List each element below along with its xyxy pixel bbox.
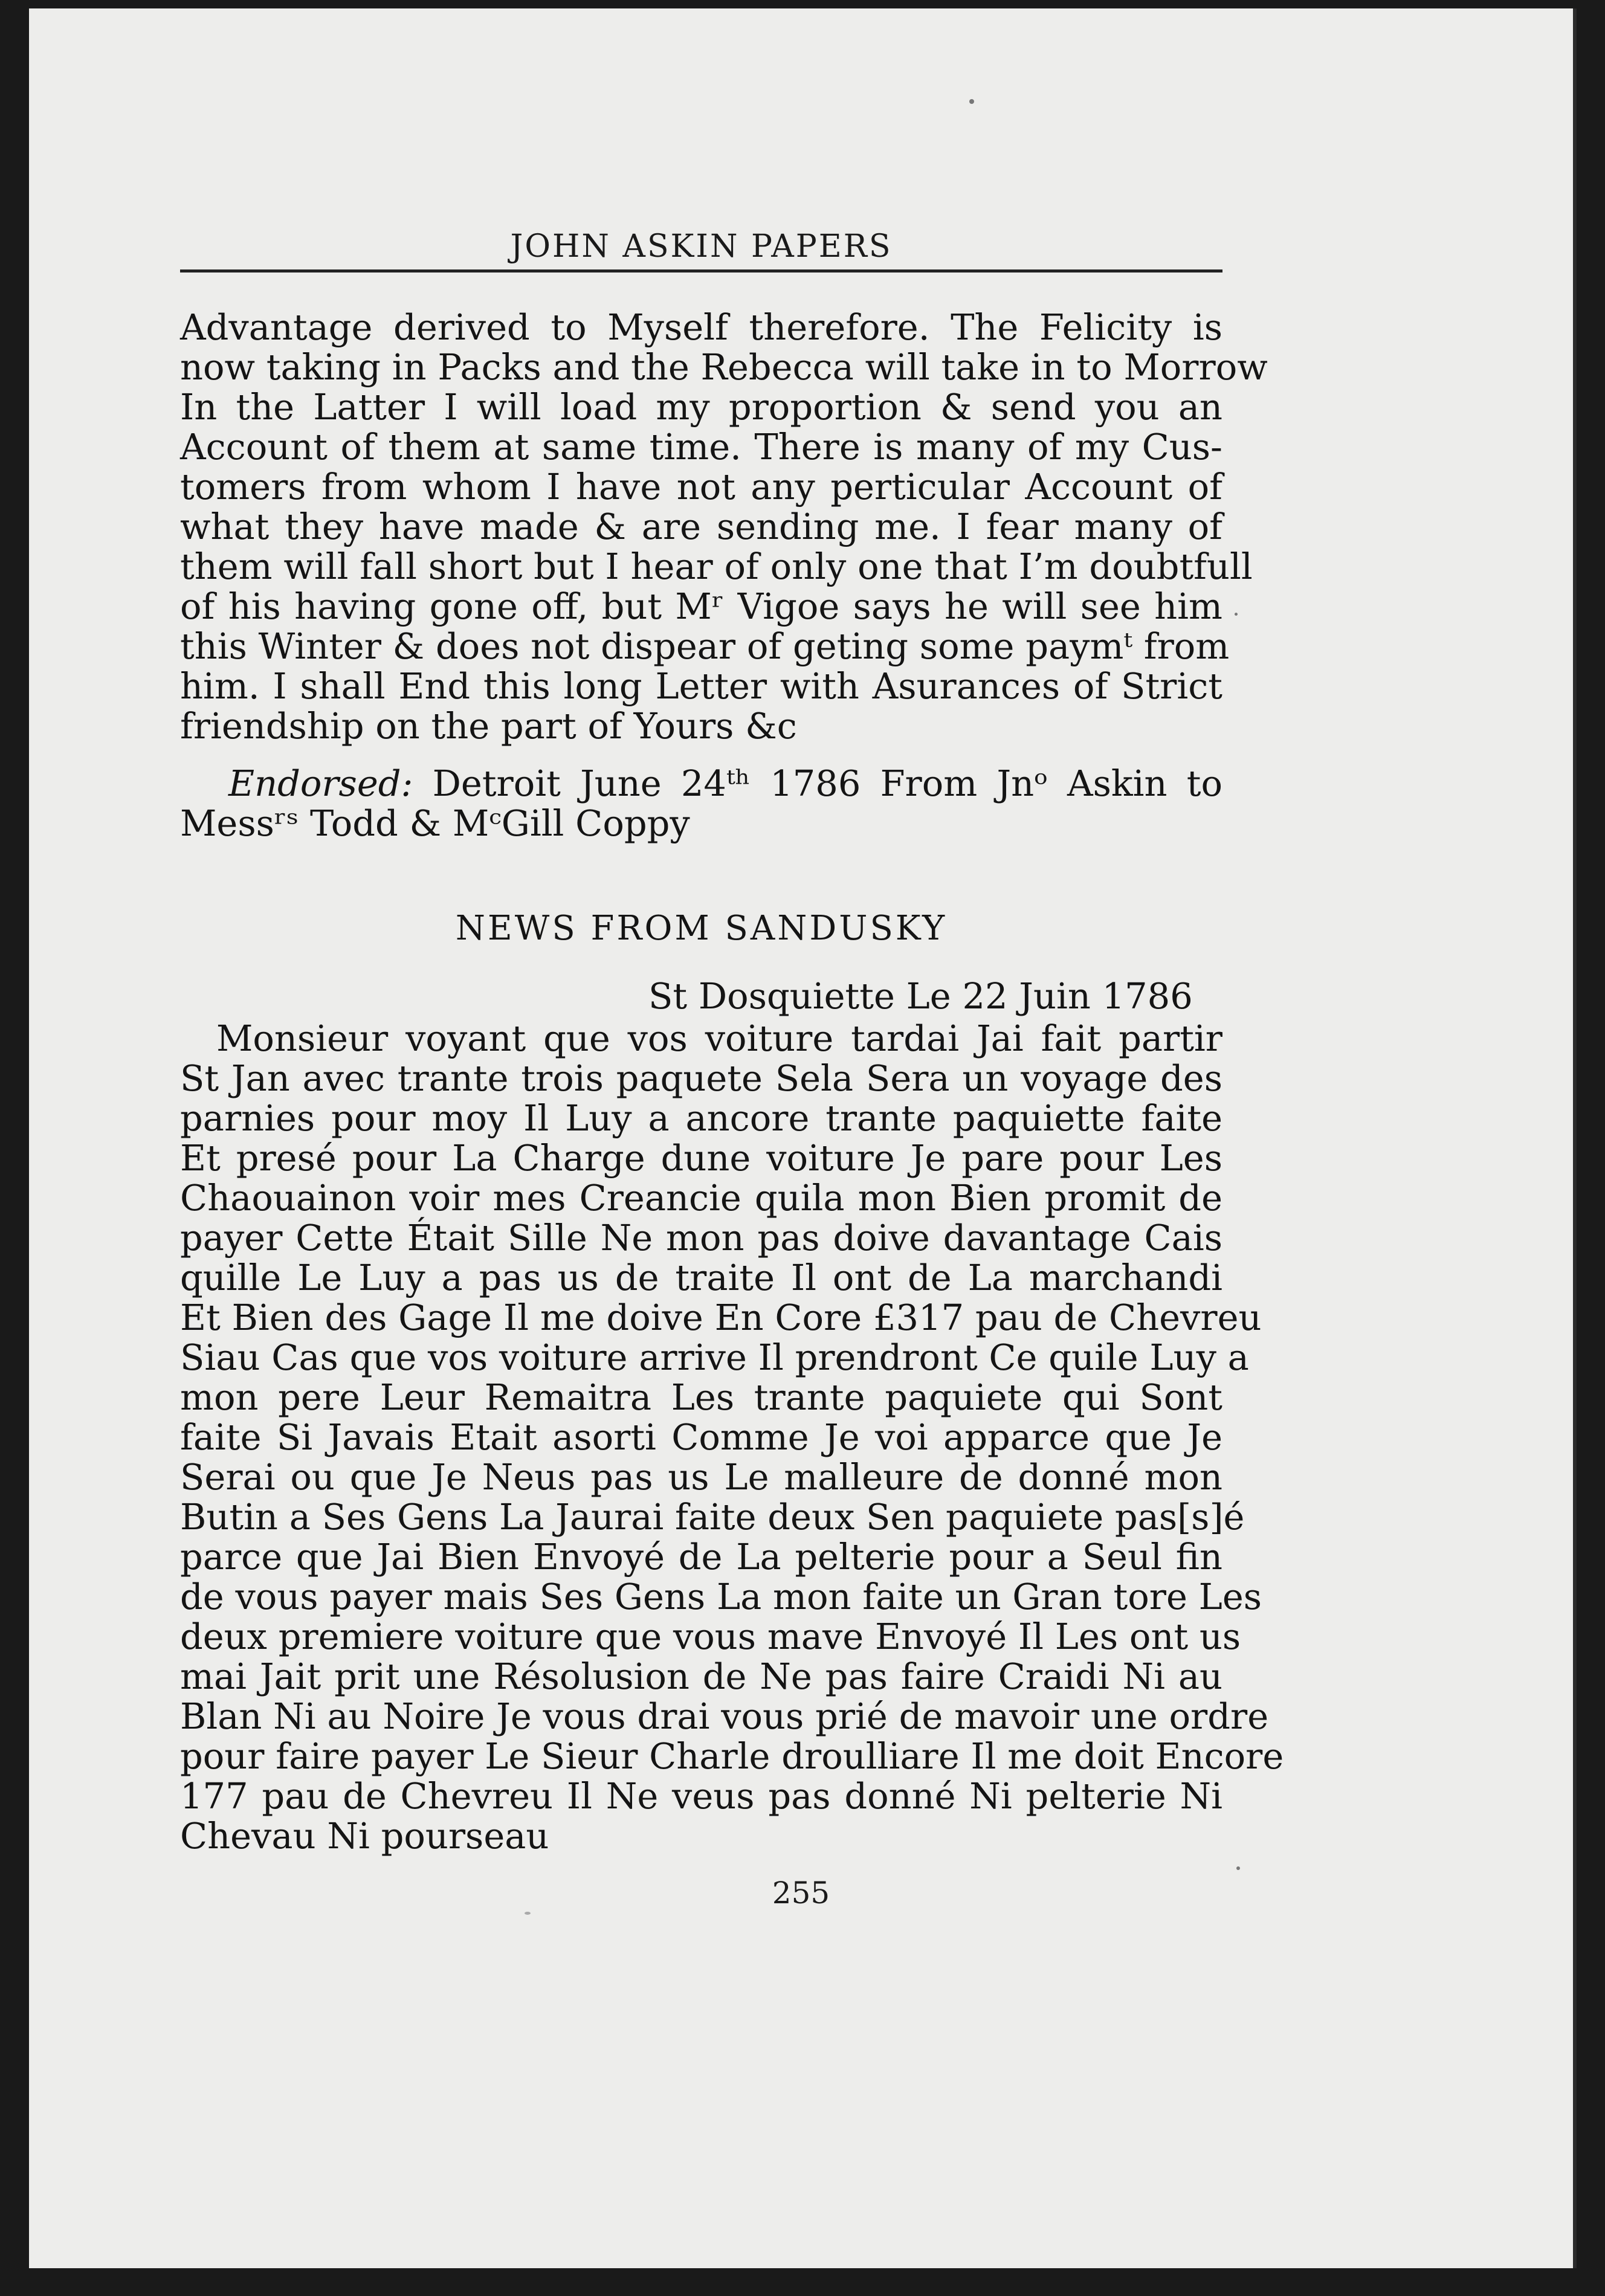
paper-speck (1235, 613, 1238, 616)
french-line-5: Chaouainon voir mes Creancie quila mon Bien promit de (180, 1177, 1222, 1219)
letter-line-11: friendship on the part of Yours &c (180, 705, 797, 747)
french-line-10: mon pere Leur Remaitra Les trante paquiete qui Sont (180, 1376, 1222, 1418)
letter-line-9: this Winter & does not dispear of geting some paymᵗ from (180, 625, 1230, 667)
endorsement-line-2: Messʳˢ Todd & MᶜGill Coppy (180, 802, 690, 844)
endorsement-line-1 (228, 764, 1222, 804)
letter-line-1: Advantage derived to Myself therefore. The Felicity is (180, 306, 1222, 348)
paper-speck (969, 99, 974, 104)
letter-line-4: Account of them at same time. There is many of my Cus- (180, 426, 1222, 468)
french-line-12: Serai ou que Je Neus pas us Le malleure de donné mon (180, 1456, 1222, 1498)
french-line-6: payer Cette Était Sille Ne mon pas doive davantage Cais (180, 1217, 1222, 1259)
french-line-4: Et presé pour La Charge dune voiture Je pare pour Les (180, 1137, 1222, 1179)
french-line-16: deux premiere voiture que vous mave Envoyé Il Les ont us (180, 1616, 1241, 1657)
letter-line-5: tomers from whom I have not any perticular Account of (180, 466, 1222, 508)
french-line-2: St Jan avec trante trois paquete Sela Sera un voyage des (180, 1057, 1222, 1099)
book-page (29, 8, 1577, 2268)
french-line-1: Monsieur voyant que vos voiture tardai Jai fait partir (216, 1017, 1222, 1059)
french-line-21: Chevau Ni pourseau (180, 1815, 549, 1857)
running-header (180, 221, 1222, 272)
french-line-14: parce que Jai Bien Envoyé de La pelterie pour a Seul fin (180, 1536, 1222, 1578)
letter-line-7: them will fall short but I hear of only one that I’m doubtfull (180, 546, 1253, 587)
french-line-11: faite Si Javais Etait asorti Comme Je voi apparce que Je (180, 1416, 1222, 1458)
paper-speck (525, 1912, 531, 1915)
letter-line-3: In the Latter I will load my proportion & send you an (180, 386, 1222, 428)
page-number: 255 (772, 1875, 830, 1911)
endorsement-text-1: Detroit June 24ᵗʰ 1786 From Jnᵒ Askin to (413, 763, 1222, 804)
french-line-3: parnies pour moy Il Luy a ancore trante paquiette faite (180, 1097, 1222, 1139)
french-line-20: 177 pau de Chevreu Il Ne veus pas donné Ni pelterie Ni (180, 1775, 1222, 1817)
french-line-7: quille Le Luy a pas us de traite Il ont de La marchandi (180, 1257, 1222, 1298)
french-line-18: Blan Ni au Noire Je vous drai vous prié de mavoir une ordre (180, 1695, 1269, 1737)
endorsement-label: Endorsed: (228, 763, 413, 804)
running-title: JOHN ASKIN PAPERS (510, 228, 893, 265)
paper-speck (1236, 1866, 1240, 1870)
french-line-8: Et Bien des Gage Il me doive En Core £317 pau de Chevreu (180, 1297, 1262, 1338)
dateline: St Dosquiette Le 22 Juin 1786 (648, 975, 1193, 1017)
french-line-17: mai Jait prit une Résolusion de Ne pas faire Craidi Ni au (180, 1656, 1222, 1697)
french-line-9: Siau Cas que vos voiture arrive Il prendront Ce quile Luy a (180, 1337, 1249, 1378)
french-line-13: Butin a Ses Gens La Jaurai faite deux Sen paquiete pas[s]é (180, 1496, 1245, 1538)
letter-line-10: him. I shall End this long Letter with Asurances of Strict (180, 665, 1222, 707)
french-line-15: de vous payer mais Ses Gens La mon faite un Gran tore Les (180, 1576, 1262, 1617)
french-line-19: pour faire payer Le Sieur Charle droulliare Il me doit Encore (180, 1735, 1284, 1777)
section-title: NEWS FROM SANDUSKY (455, 909, 948, 948)
letter-line-6: what they have made & are sending me. I fear many of (180, 506, 1222, 547)
letter-line-2: now taking in Packs and the Rebecca will take in to Morrow (180, 346, 1268, 388)
letter-line-8: of his having gone off, but Mʳ Vigoe says he will see him (180, 585, 1222, 627)
